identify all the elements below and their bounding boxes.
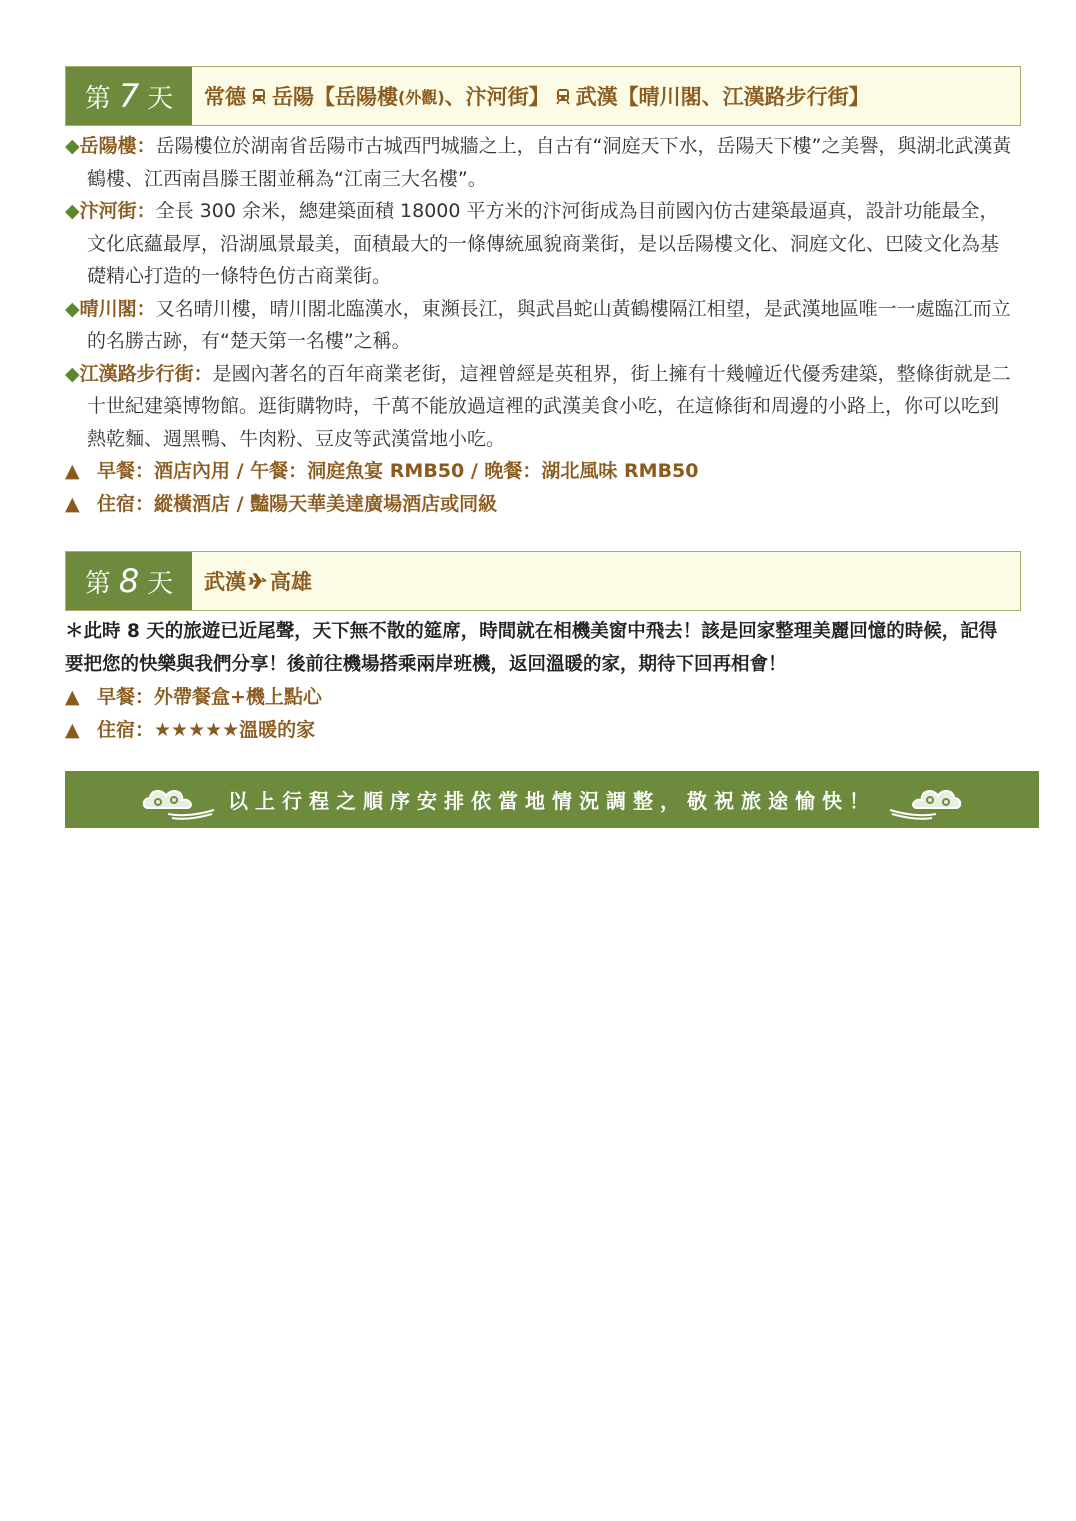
day8-label [66, 552, 192, 610]
diamond-bullet-icon: ◆ [65, 135, 80, 157]
day8-label-prefix: 第 [84, 568, 111, 599]
footer-text: 以上行程之順序安排依當地情況調整，敬祝旅途愉快！ [228, 789, 876, 813]
attraction-name: 晴川閣： [79, 297, 156, 320]
train-icon [250, 87, 268, 105]
day7-label-prefix: 第 [84, 83, 111, 114]
day7-header [65, 66, 1021, 126]
day7-title-exterior: (外觀) [398, 87, 445, 107]
day7-label [66, 67, 192, 125]
meal-info [65, 455, 1015, 488]
hotel-info [65, 714, 1015, 747]
attraction-description: 又名晴川樓，晴川閣北臨漢水，東瀕長江，與武昌蛇山黃鶴樓隔江相望，是武漢地區唯一一處臨江而立的名勝古跡，有“楚天第一名樓”之稱。 [87, 297, 1011, 352]
day7-content [65, 130, 1015, 520]
hotel-text: 住宿：縱橫酒店 / 豔陽天華美達廣場酒店或同級 [97, 492, 498, 515]
cloud-ornament-icon [886, 780, 966, 820]
day8-note: ＊此時 8 天的旅遊已近尾聲，天下無不散的筵席，時間就在相機美窗中飛去！該是回家整理美麗回憶的時候，記得要把您的快樂與我們分享！後前往機場搭乘兩岸班機，返回溫暖的家，期待下回再相會！ [65, 621, 998, 675]
train-icon [554, 87, 572, 105]
hotel-info [65, 488, 1015, 521]
attraction-name: 岳陽樓： [79, 135, 156, 157]
triangle-bullet-icon: ▲ [65, 718, 80, 741]
triangle-bullet-icon: ▲ [65, 460, 80, 482]
attraction-item [65, 293, 1015, 358]
attraction-description: 是國內著名的百年商業老街，這裡曾經是英租界，街上擁有十幾幢近代優秀建築，整條街就是二十世紀建築博物館。逛街購物時，千萬不能放過這裡的武漢美食小吃，在這條街和周邊的小路上，你可以吃到熱乾麵、週黑鴨、牛肉粉、豆皮等武漢當地小吃。 [87, 362, 1011, 450]
day8-number: 8 [118, 562, 140, 600]
footer-banner [65, 771, 1039, 828]
day7-title [192, 67, 870, 125]
day7-title-wuhan: 武漢【晴川閣、江漢路步行街】 [575, 85, 870, 109]
day7-label-suffix: 天 [147, 83, 174, 114]
triangle-bullet-icon: ▲ [65, 686, 80, 708]
day8-content [65, 616, 1015, 746]
triangle-bullet-icon: ▲ [65, 492, 80, 515]
attraction-description: 全長 300 余米，總建築面積 18000 平方米的汴河街成為目前國內仿古建築最逼真，設計功能最全，文化底蘊最厚，沿湖風景最美，面積最大的一條傳統風貌商業街，是以岳陽樓文化、洞庭文化、巴陵文化為基礎精心打造的一條特色仿古商業街。 [87, 200, 1000, 287]
day7-title-bianhe: 、汴河街】 [444, 85, 550, 109]
day7-number: 7 [118, 77, 140, 115]
attraction-name: 江漢路步行街： [79, 362, 213, 385]
diamond-bullet-icon: ◆ [65, 297, 80, 320]
meal-text: 早餐：酒店內用 / 午餐：洞庭魚宴 RMB50 / 晚餐：湖北風味 RMB50 [97, 460, 699, 482]
diamond-bullet-icon: ◆ [65, 200, 80, 222]
cloud-ornament-icon [138, 780, 218, 820]
attraction-item [65, 195, 1015, 293]
meal-info [65, 681, 1015, 714]
day8-title-destination: 高雄 [270, 570, 312, 594]
hotel-text: 住宿：★★★★★溫暖的家 [97, 718, 316, 741]
day8-header [65, 551, 1021, 611]
day8-title-origin: 武漢 [204, 570, 246, 594]
day8-title [192, 552, 312, 610]
attraction-item [65, 130, 1015, 195]
day7-title-yueyang: 岳陽【岳陽樓 [272, 85, 398, 109]
plane-icon [248, 571, 268, 591]
diamond-bullet-icon: ◆ [65, 362, 80, 385]
attraction-description: 岳陽樓位於湖南省岳陽市古城西門城牆之上，自古有“洞庭天下水，岳陽天下樓”之美譽，與湖北武漢黃鶴樓、江西南昌滕王閣並稱為“江南三大名樓”。 [87, 135, 1012, 190]
day8-label-suffix: 天 [147, 568, 174, 599]
attraction-item [65, 358, 1015, 456]
meal-text: 早餐：外帶餐盒+機上點心 [97, 686, 322, 708]
day7-title-origin: 常德 [204, 85, 246, 109]
attraction-name: 汴河街： [79, 200, 156, 222]
